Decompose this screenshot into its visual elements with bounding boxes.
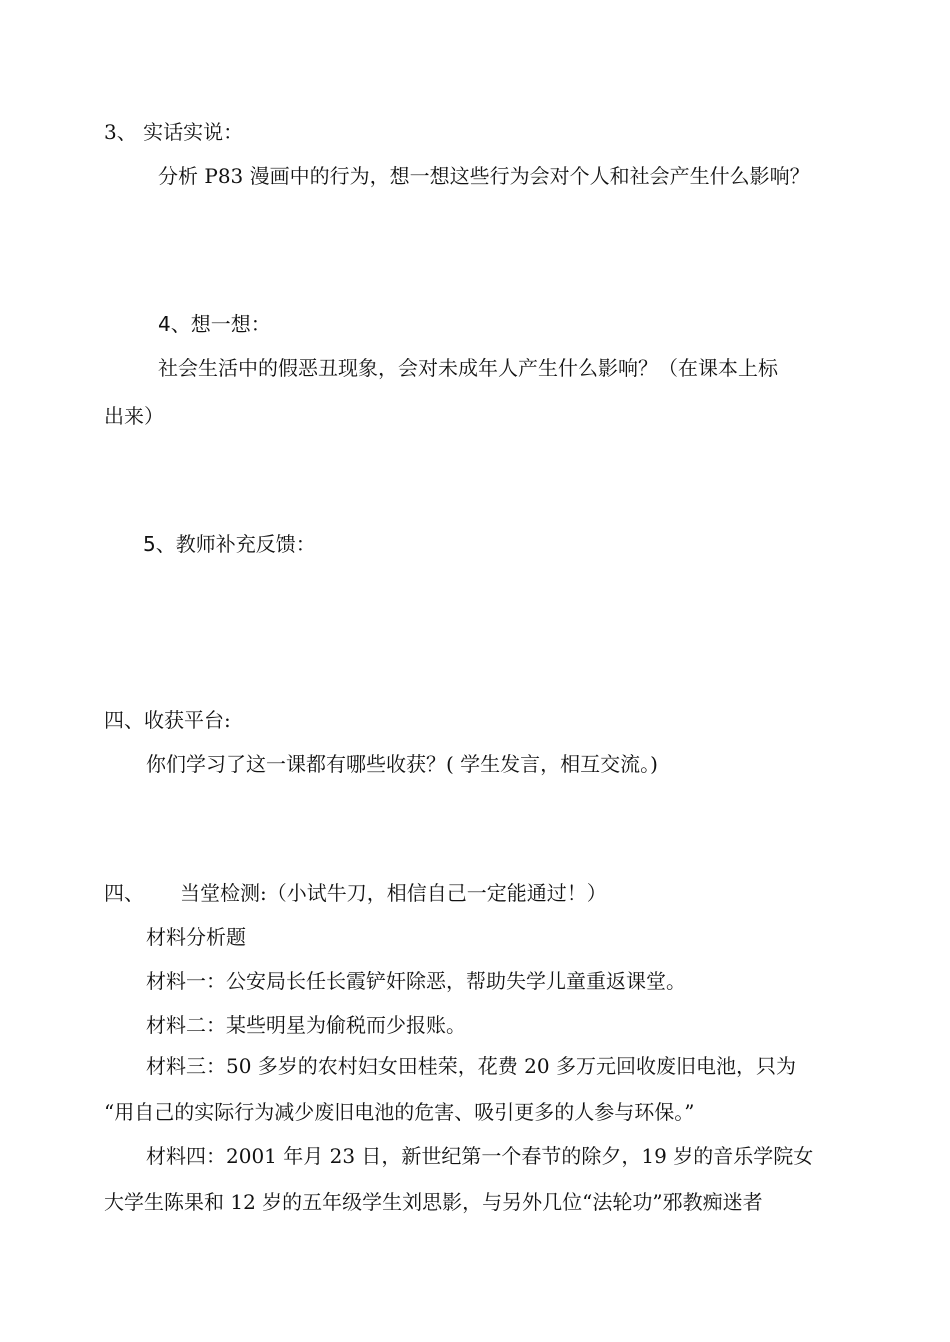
material-3-line1: 材料三：50 多岁的农村妇女田桂荣，花费 20 多万元回收废旧电池，只为 [146,1054,796,1078]
material-4-line1: 材料四：2001 年月 23 日，新世纪第一个春节的除夕，19 岁的音乐学院女 [146,1144,814,1168]
harvest-body: 你们学习了这一课都有哪些收获？( 学生发言，相互交流。) [146,752,658,776]
material-3-line2: “用自己的实际行为减少废旧电池的危害、吸引更多的人参与环保。” [104,1100,695,1124]
section4-body-line1: 社会生活中的假恶丑现象，会对未成年人产生什么影响？（在课本上标 [158,356,778,380]
test-heading-text: 当堂检测:（小试牛刀，相信自己一定能通过！） [180,881,607,905]
material-2: 材料二：某些明星为偷税而少报账。 [146,1013,466,1037]
test-subheading: 材料分析题 [146,925,246,949]
test-heading-number: 四、 [104,881,144,905]
section4-body-line2: 出来） [104,404,164,428]
section3-body: 分析 P83 漫画中的行为，想一想这些行为会对个人和社会产生什么影响？ [158,164,810,188]
section4-heading: 4、想一想： [158,312,271,336]
harvest-heading: 四、收获平台: [104,708,231,732]
section5-heading: 5、教师补充反馈： [143,532,316,556]
material-1: 材料一：公安局长任长霞铲奸除恶，帮助失学儿童重返课堂。 [146,969,686,993]
material-4-line2: 大学生陈果和 12 岁的五年级学生刘思影，与另外几位“法轮功”邪教痴迷者 [104,1190,763,1214]
section3-heading: 3、 实话实说： [104,120,244,144]
